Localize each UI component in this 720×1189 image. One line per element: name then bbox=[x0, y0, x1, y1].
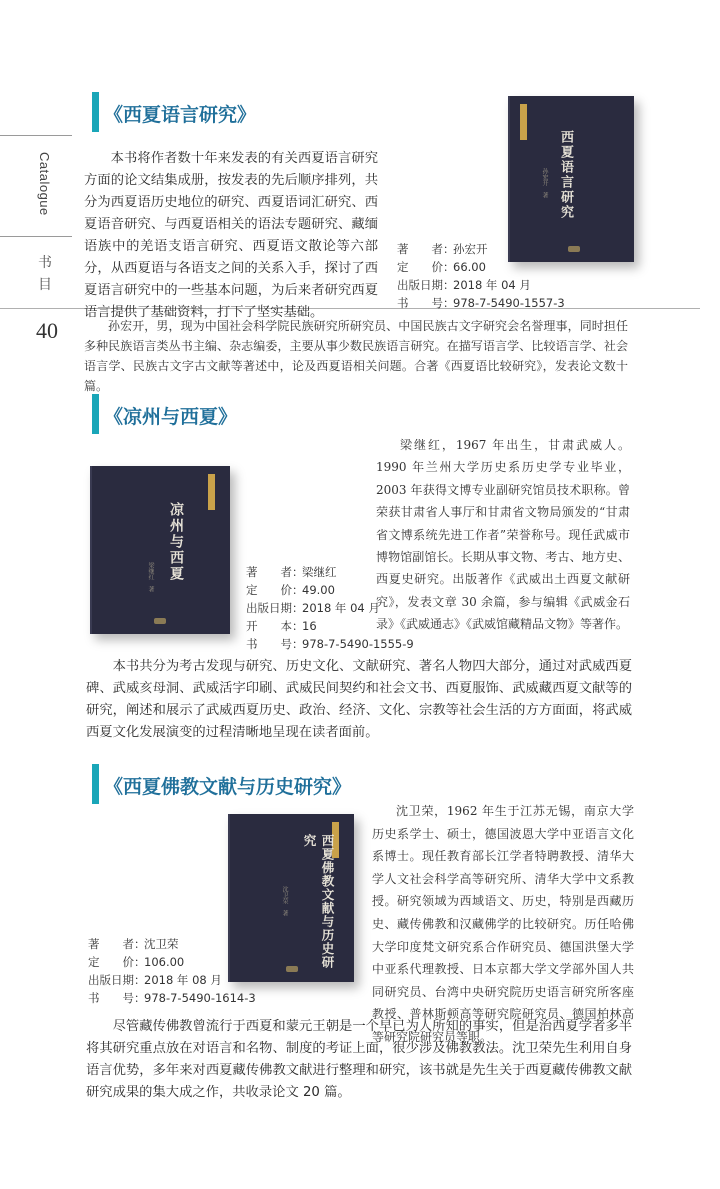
meta-row: 书 号：978-7-5490-1557-3 bbox=[397, 296, 565, 310]
cover-author: 孙宏开 著 bbox=[541, 168, 548, 198]
meta-row: 书 号：978-7-5490-1555-9 bbox=[246, 637, 414, 651]
book2-summary: 本书共分为考古发现与研究、历史文化、文献研究、著名人物四大部分，通过对武威西夏碑、武威亥母洞、武威活字印刷、武威民间契约和社会文书、西夏服饰、武威藏西夏文献等的研究，阐述和展示了武威西夏历史、政治、经济、文化、宗教等社会生活的方方面面，将武威西夏文化发展演变的过程清晰地呈现在读者面前。 bbox=[86, 659, 632, 740]
book3-author-bio: 沈卫荣，1962 年生于江苏无锡，南京大学历史系学士、硕士，德国波恩大学中亚语言文化系博士。现任教育部长江学者特聘教授、清华大学人文社会科学高等研究所、清华大学中文系教授。研究领域为西域语文、历史，特别是西藏历史、藏传佛教和汉藏佛学的比较研究。历任哈佛大学印度梵文研究系合作研究员、德国洪堡大学中亚系代理教授、日本京都大学文学部外国人共同研究员、台湾中央研究院历史语言研究所客座教授、普林斯顿高等研究院研究员、德国柏林高等研究院研究员等职。 bbox=[372, 804, 634, 1044]
book1-meta bbox=[397, 240, 565, 312]
page-number: 40 bbox=[36, 318, 58, 343]
sidebar-rule-mid bbox=[0, 236, 72, 237]
cover-stripe bbox=[520, 104, 527, 140]
book1-cover bbox=[508, 96, 634, 262]
book2-cover bbox=[90, 466, 230, 634]
meta-row: 出版日期：2018 年 04 月 bbox=[397, 278, 531, 292]
cover-author: 梁继红 著 bbox=[147, 562, 154, 592]
publisher-logo bbox=[154, 618, 166, 624]
section-title-book1: 《西夏语言研究》 bbox=[104, 104, 257, 126]
meta-row: 定 价：49.00 bbox=[246, 583, 335, 597]
book2-author-bio: 梁继红，1967 年出生，甘肃武威人。1990 年兰州大学历史系历史学专业毕业，2003 年获得文博专业副研究馆员技术职称。曾荣获甘肃省人事厅和甘肃省文物局颁发的“甘肃省文博系统先进工作者”荣誉称号。现任武威市博物馆副馆长。长期从事文物、考古、地方史、西夏史研究。出版著作《武威出土西夏文献研究》，发表文章 30 余篇，参与编辑《武威金石录》《武威通志》《武威馆藏精品文物》等著作。 bbox=[376, 438, 630, 632]
meta-row: 著 者：孙宏开 bbox=[397, 242, 488, 256]
sidebar-catalogue-label: Catalogue bbox=[37, 152, 52, 216]
sidebar-rule-top bbox=[0, 135, 72, 136]
meta-row: 出版日期：2018 年 04 月 bbox=[246, 601, 380, 615]
section-marker bbox=[92, 394, 99, 434]
cover-author: 沈卫荣 著 bbox=[281, 886, 288, 916]
section-marker bbox=[92, 764, 99, 804]
section-title-book2: 《凉州与西夏》 bbox=[104, 406, 238, 428]
meta-row: 出版日期：2018 年 08 月 bbox=[88, 973, 222, 987]
meta-row: 著 者：沈卫荣 bbox=[88, 937, 179, 951]
meta-row: 著 者：梁继红 bbox=[246, 565, 337, 579]
section-title-book3: 《西夏佛教文献与历史研究》 bbox=[104, 776, 352, 798]
book3-meta bbox=[88, 935, 256, 1007]
publisher-logo bbox=[568, 246, 580, 252]
cover-stripe bbox=[208, 474, 215, 510]
meta-row: 定 价：106.00 bbox=[88, 955, 185, 969]
publisher-logo bbox=[286, 966, 298, 972]
meta-row: 书 号：978-7-5490-1614-3 bbox=[88, 991, 256, 1005]
section-marker bbox=[92, 92, 99, 132]
meta-row: 开 本：16 bbox=[246, 619, 317, 633]
book3-cover-title: 西夏佛教文献与历史研究 bbox=[302, 834, 335, 969]
book2-cover-title: 凉州与西夏 bbox=[168, 502, 184, 582]
book1-cover-title: 西夏语言研究 bbox=[558, 130, 573, 220]
sidebar-label-mu: 目 bbox=[38, 277, 52, 293]
sidebar-label-shu: 书 bbox=[38, 255, 52, 271]
book3-summary: 尽管藏传佛教曾流行于西夏和蒙元王朝是一个早已为人所知的事实，但是治西夏学者多半将其研究重点放在对语言和名物、制度的考证上面，很少涉及佛教教法。沈卫荣先生利用自身语言优势，多年来对西夏藏传佛教文献进行整理和研究，该书就是先生关于西夏藏传佛教文献研究成果的集大成之作，共收录论文 20 篇。 bbox=[86, 1019, 632, 1100]
book1-author-bio: 孙宏开，男，现为中国社会科学院民族研究所研究员、中国民族古文字研究会名誉理事，同时担任多种民族语言类丛书主编、杂志编委，主要从事少数民族语言研究。在描写语言学、比较语言学、社会语言学、民族古文字古文献等著述中，论及西夏语相关问题。合著《西夏语比较研究》，发表论文数十篇。 bbox=[84, 319, 628, 393]
meta-row: 定 价：66.00 bbox=[397, 260, 486, 274]
book1-summary: 本书将作者数十年来发表的有关西夏语言研究方面的论文结集成册，按发表的先后顺序排列，共分为西夏语历史地位的研究、西夏语词汇研究、西夏语音研究、与西夏语相关的语法专题研究、藏缅语族中的羌语支语言研究、西夏语文散论等六部分，从西夏语与各语支之间的关系入手，探讨了西夏语言研究中的一些基本问题，为后来者研究西夏语言提供了基础资料，打下了坚实基础。 bbox=[84, 151, 378, 320]
